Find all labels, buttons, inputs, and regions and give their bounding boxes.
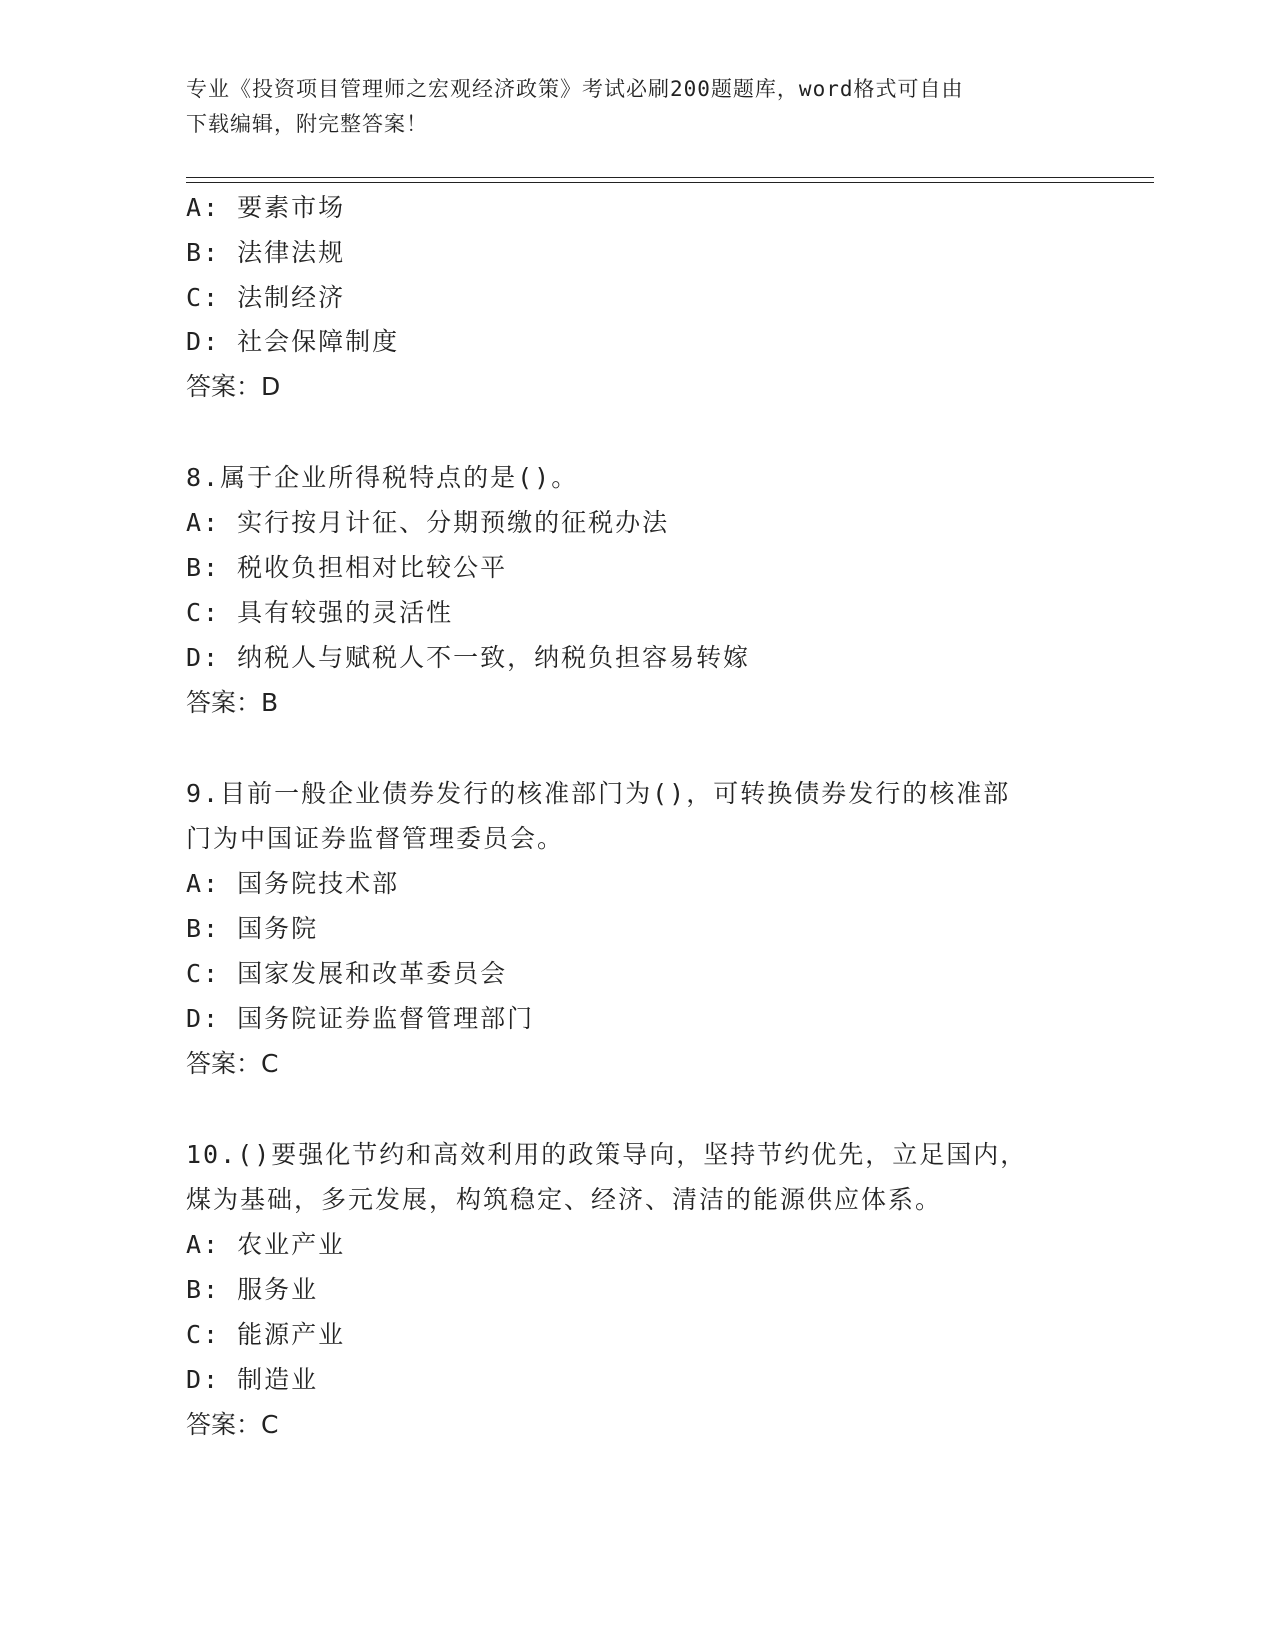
- document-header: [186, 72, 1086, 142]
- q8-option-a: A: 实行按月计征、分期预缴的征税办法: [186, 508, 670, 537]
- q10-option-a: A: 农业产业: [186, 1230, 346, 1259]
- q10-stem-line-2: 煤为基础，多元发展，构筑稳定、经济、清洁的能源供应体系。: [186, 1185, 943, 1214]
- q7-option-a: A: 要素市场: [186, 193, 346, 222]
- q7-option-c: C: 法制经济: [186, 283, 346, 312]
- q9-option-d: D: 国务院证券监督管理部门: [186, 1004, 535, 1033]
- q9-option-c: C: 国家发展和改革委员会: [186, 959, 508, 988]
- header-line-2: 下载编辑，附完整答案！: [186, 112, 428, 136]
- q9-stem-line-2: 门为中国证券监督管理委员会。: [186, 824, 565, 853]
- q10-option-b: B: 服务业: [186, 1275, 319, 1304]
- q8-option-b: B: 税收负担相对比较公平: [186, 553, 508, 582]
- q10-stem-line-1: 10.()要强化节约和高效利用的政策导向，坚持节约优先，立足国内，: [186, 1140, 1028, 1169]
- q8-option-c: C: 具有较强的灵活性: [186, 598, 454, 627]
- q7-option-b: B: 法律法规: [186, 238, 346, 267]
- q9-stem-line-1: 9.目前一般企业债券发行的核准部门为()，可转换债券发行的核准部: [186, 779, 1011, 808]
- q7-answer: 答案：D: [186, 372, 281, 401]
- q9-option-a: A: 国务院技术部: [186, 869, 400, 898]
- q9-option-b: B: 国务院: [186, 914, 319, 943]
- header-line-1: 专业《投资项目管理师之宏观经济政策》考试必刷200题题库，word格式可自由: [186, 77, 964, 101]
- q10-option-d: D: 制造业: [186, 1365, 319, 1394]
- header-rule-bottom: [186, 182, 1154, 183]
- q8-answer: 答案：B: [186, 688, 279, 717]
- q9-answer: 答案：C: [186, 1049, 279, 1078]
- q8-option-d: D: 纳税人与赋税人不一致，纳税负担容易转嫁: [186, 643, 751, 672]
- q8-stem: 8.属于企业所得税特点的是()。: [186, 463, 579, 492]
- q7-option-d: D: 社会保障制度: [186, 327, 400, 356]
- header-rule-top: [186, 177, 1154, 178]
- q10-answer: 答案：C: [186, 1410, 279, 1439]
- q10-option-c: C: 能源产业: [186, 1320, 346, 1349]
